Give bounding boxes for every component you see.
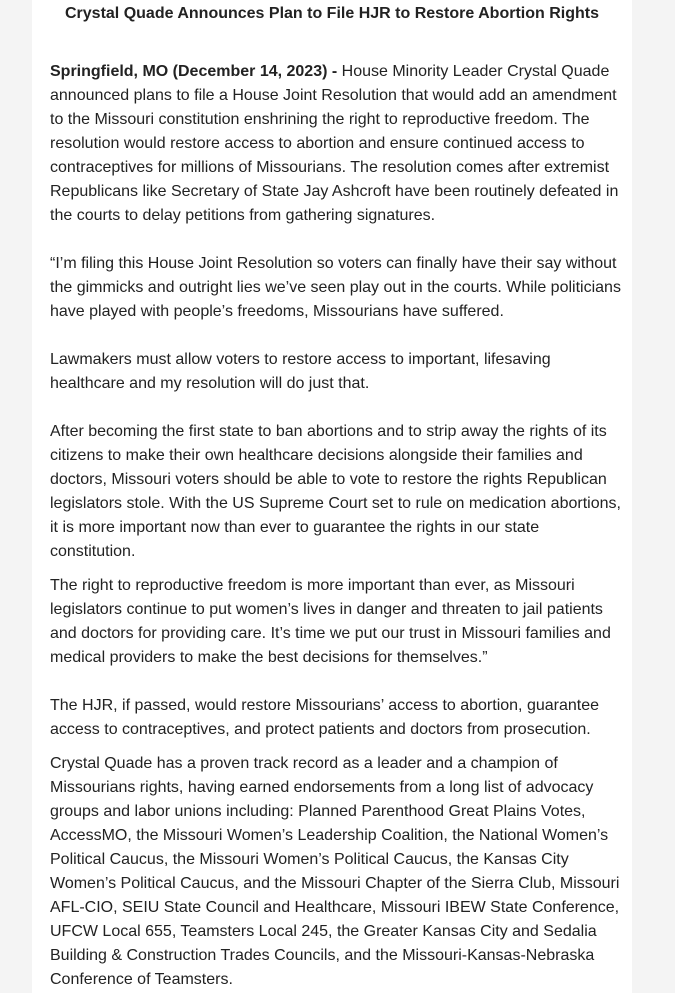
press-release-content [50, 60, 622, 992]
paragraph-endorsements: Crystal Quade has a proven track record as a leader and a champion of Missourians rights, having earned endorsements from a long list of advocacy groups and labor unions including: Planned Parenthood Great Plains Votes, AccessMO, the Missouri Women’s Leadership Coalition, the National Women’s Political Caucus, the Missouri Women’s Political Caucus, the Kansas City Women’s Political Caucus, and the Missouri Chapter of the Sierra Club, Missouri AFL-CIO, SEIU State Council and Healthcare, Missouri IBEW State Conference, UFCW Local 655, Teamsters Local 245, the Greater Kansas City and Sedalia Building & Construction Trades Councils, and the Missouri-Kansas-Nebraska Conference of Teamsters. [50, 755, 620, 988]
email-body [32, 0, 632, 993]
paragraph-hjr-summary: The HJR, if passed, would restore Missourians’ access to abortion, guarantee access to contraceptives, and protect patients and doctors from prosecution. [50, 697, 600, 738]
paragraph-intro [50, 60, 622, 228]
paragraph-quote-ban: After becoming the first state to ban abortions and to strip away the rights of its citizens to make their own healthcare decisions alongside their families and doctors, Missouri voters should be able to vote to restore the rights Republican legislators stole. With the US Supreme Court set to rule on medication abortions, it is more important now than ever to guarantee the rights in our state constitution. [50, 423, 621, 560]
paragraph-quote-healthcare: Lawmakers must allow voters to restore access to important, lifesaving healthcare and my resolution will do just that. [50, 351, 551, 392]
dateline: Springfield, MO (December 14, 2023) - [50, 63, 338, 80]
paragraph-quote-freedom: The right to reproductive freedom is more important than ever, as Missouri legislators continue to put women’s lives in danger and threaten to jail patients and doctors for providing care. It’s time we put our trust in Missouri families and medical providers to make the best decisions for themselves.” [50, 577, 611, 666]
press-release-headline: Crystal Quade Announces Plan to File HJR to Restore Abortion Rights [65, 5, 599, 22]
paragraph-intro-text: House Minority Leader Crystal Quade announced plans to file a House Joint Resolution that would add an amendment to the Missouri constitution enshrining the right to reproductive freedom. The resolution would restore access to abortion and ensure continued access to contraceptives for millions of Missourians. The resolution comes after extremist Republicans like Secretary of State Jay Ashcroft have been routinely defeated in the courts to delay petitions from gathering signatures. [50, 63, 619, 224]
paragraph-quote-opening: “I’m filing this House Joint Resolution so voters can finally have their say without the gimmicks and outright lies we’ve seen play out in the courts. While politicians have played with people’s freedoms, Missourians have suffered. [50, 255, 621, 320]
